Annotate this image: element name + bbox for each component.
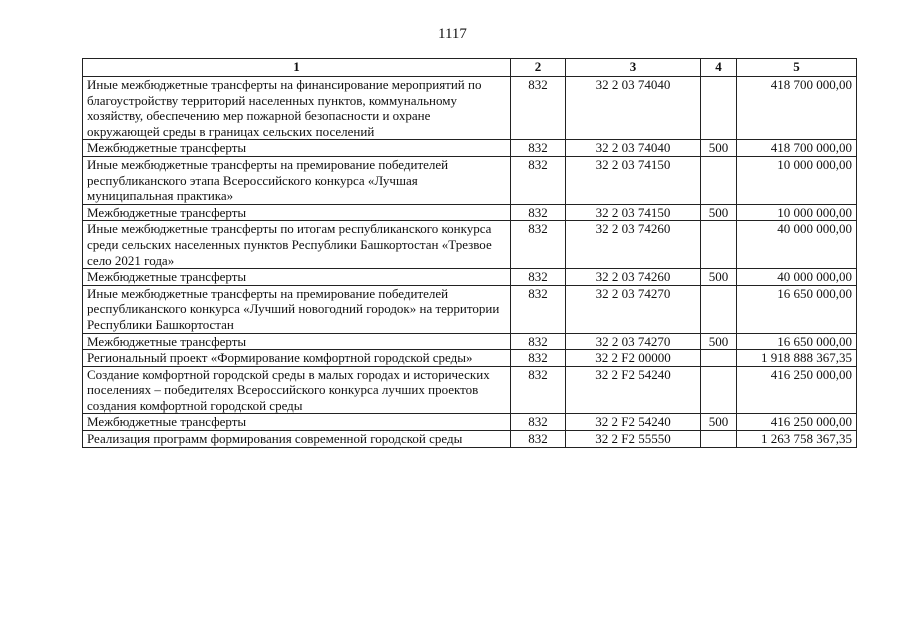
table-row [83,77,857,140]
row-type-cell [701,350,737,367]
row-name-cell: Иные межбюджетные трансферты на премирование победителей республиканского этапа Всероссийского конкурса «Лучшая муниципальная практика» [83,156,511,204]
table-row [83,269,857,286]
row-target-cell: 32 2 F2 54240 [566,366,701,414]
header-row [83,59,857,77]
row-code-cell: 832 [511,333,566,350]
row-name-cell: Межбюджетные трансферты [83,269,511,286]
row-amount-cell: 418 700 000,00 [737,140,857,157]
row-amount-cell: 1 918 888 367,35 [737,350,857,367]
table-row [83,350,857,367]
row-name-cell: Иные межбюджетные трансферты на премирование победителей республиканского конкурса «Лучший новогодний городок» на территории Республики Башкортостан [83,285,511,333]
table-row [83,156,857,204]
row-name-cell: Межбюджетные трансферты [83,204,511,221]
row-code-cell: 832 [511,285,566,333]
row-target-cell: 32 2 F2 55550 [566,431,701,448]
row-amount-cell: 16 650 000,00 [737,285,857,333]
table-row [83,140,857,157]
row-amount-cell: 1 263 758 367,35 [737,431,857,448]
row-amount-cell: 16 650 000,00 [737,333,857,350]
row-target-cell: 32 2 03 74040 [566,140,701,157]
row-amount-cell: 416 250 000,00 [737,366,857,414]
table-row [83,431,857,448]
row-target-cell: 32 2 03 74270 [566,285,701,333]
budget-table [82,58,857,448]
row-type-cell [701,156,737,204]
row-target-cell: 32 2 03 74260 [566,269,701,286]
row-target-cell: 32 2 03 74260 [566,221,701,269]
row-name-cell: Создание комфортной городской среды в малых городах и исторических поселениях – победителях Всероссийского конкурса лучших проектов создания комфортной городской среды [83,366,511,414]
row-target-cell: 32 2 03 74270 [566,333,701,350]
row-target-cell: 32 2 03 74150 [566,204,701,221]
col-header-1: 1 [83,59,511,77]
row-name-cell: Реализация программ формирования современной городской среды [83,431,511,448]
row-target-cell: 32 2 F2 54240 [566,414,701,431]
table-row [83,221,857,269]
row-code-cell: 832 [511,431,566,448]
row-name-cell: Региональный проект «Формирование комфортной городской среды» [83,350,511,367]
row-code-cell: 832 [511,156,566,204]
col-header-2: 2 [511,59,566,77]
table-row [83,285,857,333]
row-target-cell: 32 2 03 74150 [566,156,701,204]
row-type-cell [701,77,737,140]
row-type-cell: 500 [701,414,737,431]
row-code-cell: 832 [511,77,566,140]
row-amount-cell: 10 000 000,00 [737,204,857,221]
col-header-5: 5 [737,59,857,77]
col-header-3: 3 [566,59,701,77]
page-number: 1117 [438,26,467,42]
row-name-cell: Иные межбюджетные трансферты на финансирование мероприятий по благоустройству территорий населенных пунктов, коммунальному хозяйству, обеспечению мер пожарной безопасности и охране окружающей среды в границах сельских поселений [83,77,511,140]
row-code-cell: 832 [511,414,566,431]
row-code-cell: 832 [511,204,566,221]
row-code-cell: 832 [511,140,566,157]
table-row [83,366,857,414]
row-amount-cell: 10 000 000,00 [737,156,857,204]
row-name-cell: Иные межбюджетные трансферты по итогам республиканского конкурса среди сельских населенных пунктов Республики Башкортостан «Трезвое село 2021 года» [83,221,511,269]
row-type-cell [701,221,737,269]
row-target-cell: 32 2 F2 00000 [566,350,701,367]
table-row [83,204,857,221]
row-type-cell: 500 [701,333,737,350]
row-name-cell: Межбюджетные трансферты [83,333,511,350]
row-type-cell: 500 [701,204,737,221]
table-row [83,414,857,431]
row-name-cell: Межбюджетные трансферты [83,414,511,431]
row-type-cell [701,366,737,414]
row-amount-cell: 40 000 000,00 [737,269,857,286]
table-row [83,333,857,350]
row-code-cell: 832 [511,366,566,414]
row-code-cell: 832 [511,221,566,269]
row-type-cell [701,431,737,448]
row-code-cell: 832 [511,350,566,367]
row-type-cell: 500 [701,269,737,286]
row-name-cell: Межбюджетные трансферты [83,140,511,157]
row-amount-cell: 418 700 000,00 [737,77,857,140]
row-amount-cell: 40 000 000,00 [737,221,857,269]
col-header-4: 4 [701,59,737,77]
row-target-cell: 32 2 03 74040 [566,77,701,140]
row-code-cell: 832 [511,269,566,286]
row-type-cell [701,285,737,333]
row-amount-cell: 416 250 000,00 [737,414,857,431]
row-type-cell: 500 [701,140,737,157]
